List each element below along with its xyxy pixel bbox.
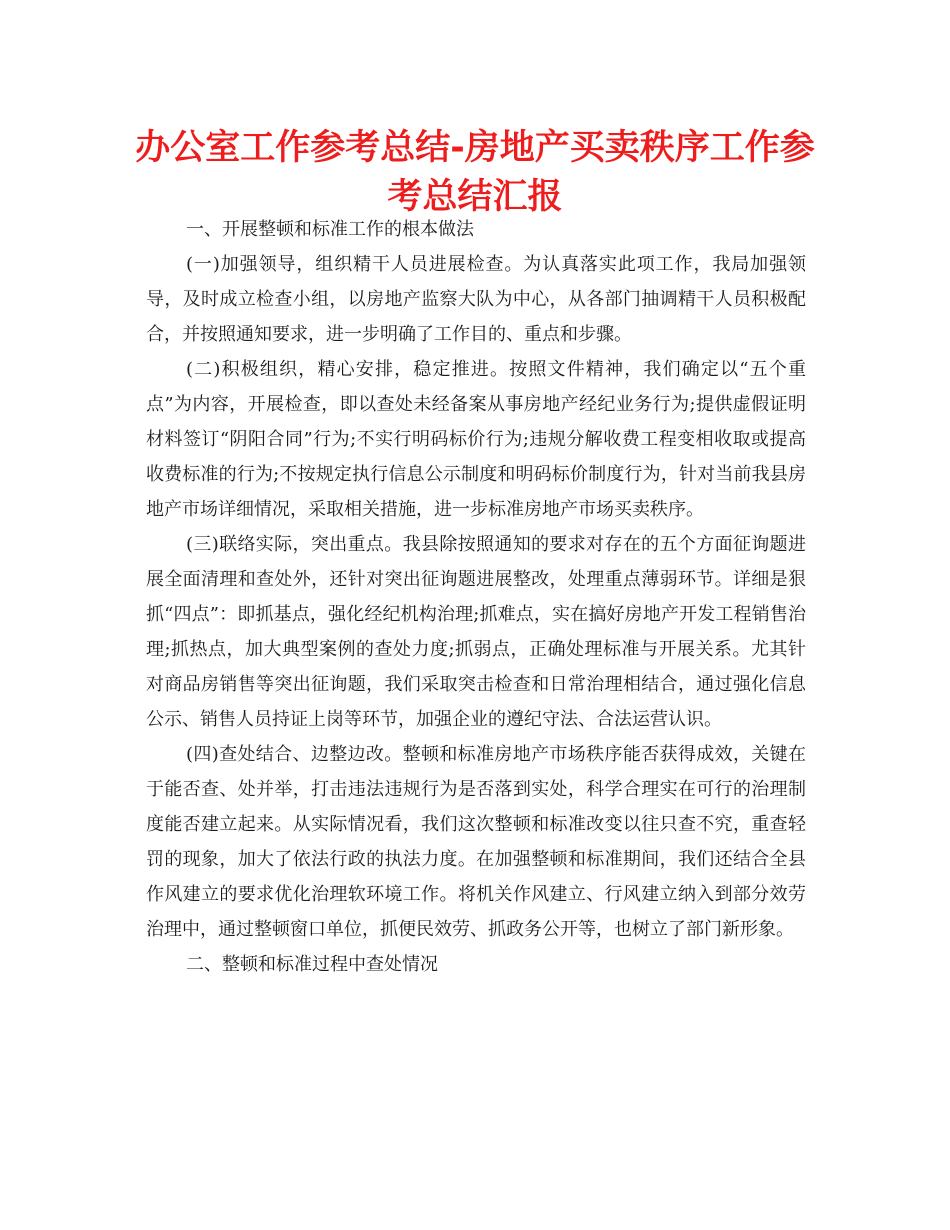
document-body — [146, 212, 806, 982]
paragraph-3: (三)联络实际，突出重点。我县除按照通知的要求对存在的五个方面征询题进展全面清理和查处外，还针对突出征询题进展整改，处理重点薄弱环节。详细是狠抓“四点”：即抓基点，强化经纪机构治理;抓难点，实在搞好房地产开发工程销售治理;抓热点，加大典型案例的查处力度;抓弱点，正确处理标准与开展关系。尤其针对商品房销售等突出征询题，我们采取突击检查和日常治理相结合，通过强化信息公示、销售人员持证上岗等环节，加强企业的遵纪守法、合法运营认识。 — [146, 534, 806, 730]
paragraph-1: (一)加强领导，组织精干人员进展检查。为认真落实此项工作，我局加强领导，及时成立检查小组，以房地产监察大队为中心，从各部门抽调精干人员积极配合，并按照通知要求，进一步明确了工作目的、重点和步骤。 — [146, 254, 806, 345]
section-heading-1: 一、开展整顿和标准工作的根本做法 — [186, 219, 474, 240]
paragraph-2: (二)积极组织，精心安排，稳定推进。按照文件精神，我们确定以“五个重点”为内容，开展检查，即以查处未经备案从事房地产经纪业务行为;提供虚假证明材料签订“阴阳合同”行为;不实行明码标价行为;违规分解收费工程变相收取或提高收费标准的行为;不按规定执行信息公示制度和明码标价制度行为，针对当前我县房地产市场详细情况，采取相关措施，进一步标准房地产市场买卖秩序。 — [146, 359, 806, 520]
section-heading-2: 二、整顿和标准过程中查处情况 — [186, 954, 438, 975]
paragraph-4: (四)查处结合、边整边改。整顿和标准房地产市场秩序能否获得成效，关键在于能否查、处并举，打击违法违规行为是否落到实处，科学合理实在可行的治理制度能否建立起来。从实际情况看，我们这次整顿和标准改变以往只查不究，重查轻罚的现象，加大了依法行政的执法力度。在加强整顿和标准期间，我们还结合全县作风建立的要求优化治理软环境工作。将机关作风建立、行风建立纳入到部分效劳治理中，通过整顿窗口单位，抓便民效劳、抓政务公开等，也树立了部门新形象。 — [146, 744, 806, 940]
document-title: 办公室工作参考总结-房地产买卖秩序工作参考总结汇报 — [135, 128, 815, 217]
